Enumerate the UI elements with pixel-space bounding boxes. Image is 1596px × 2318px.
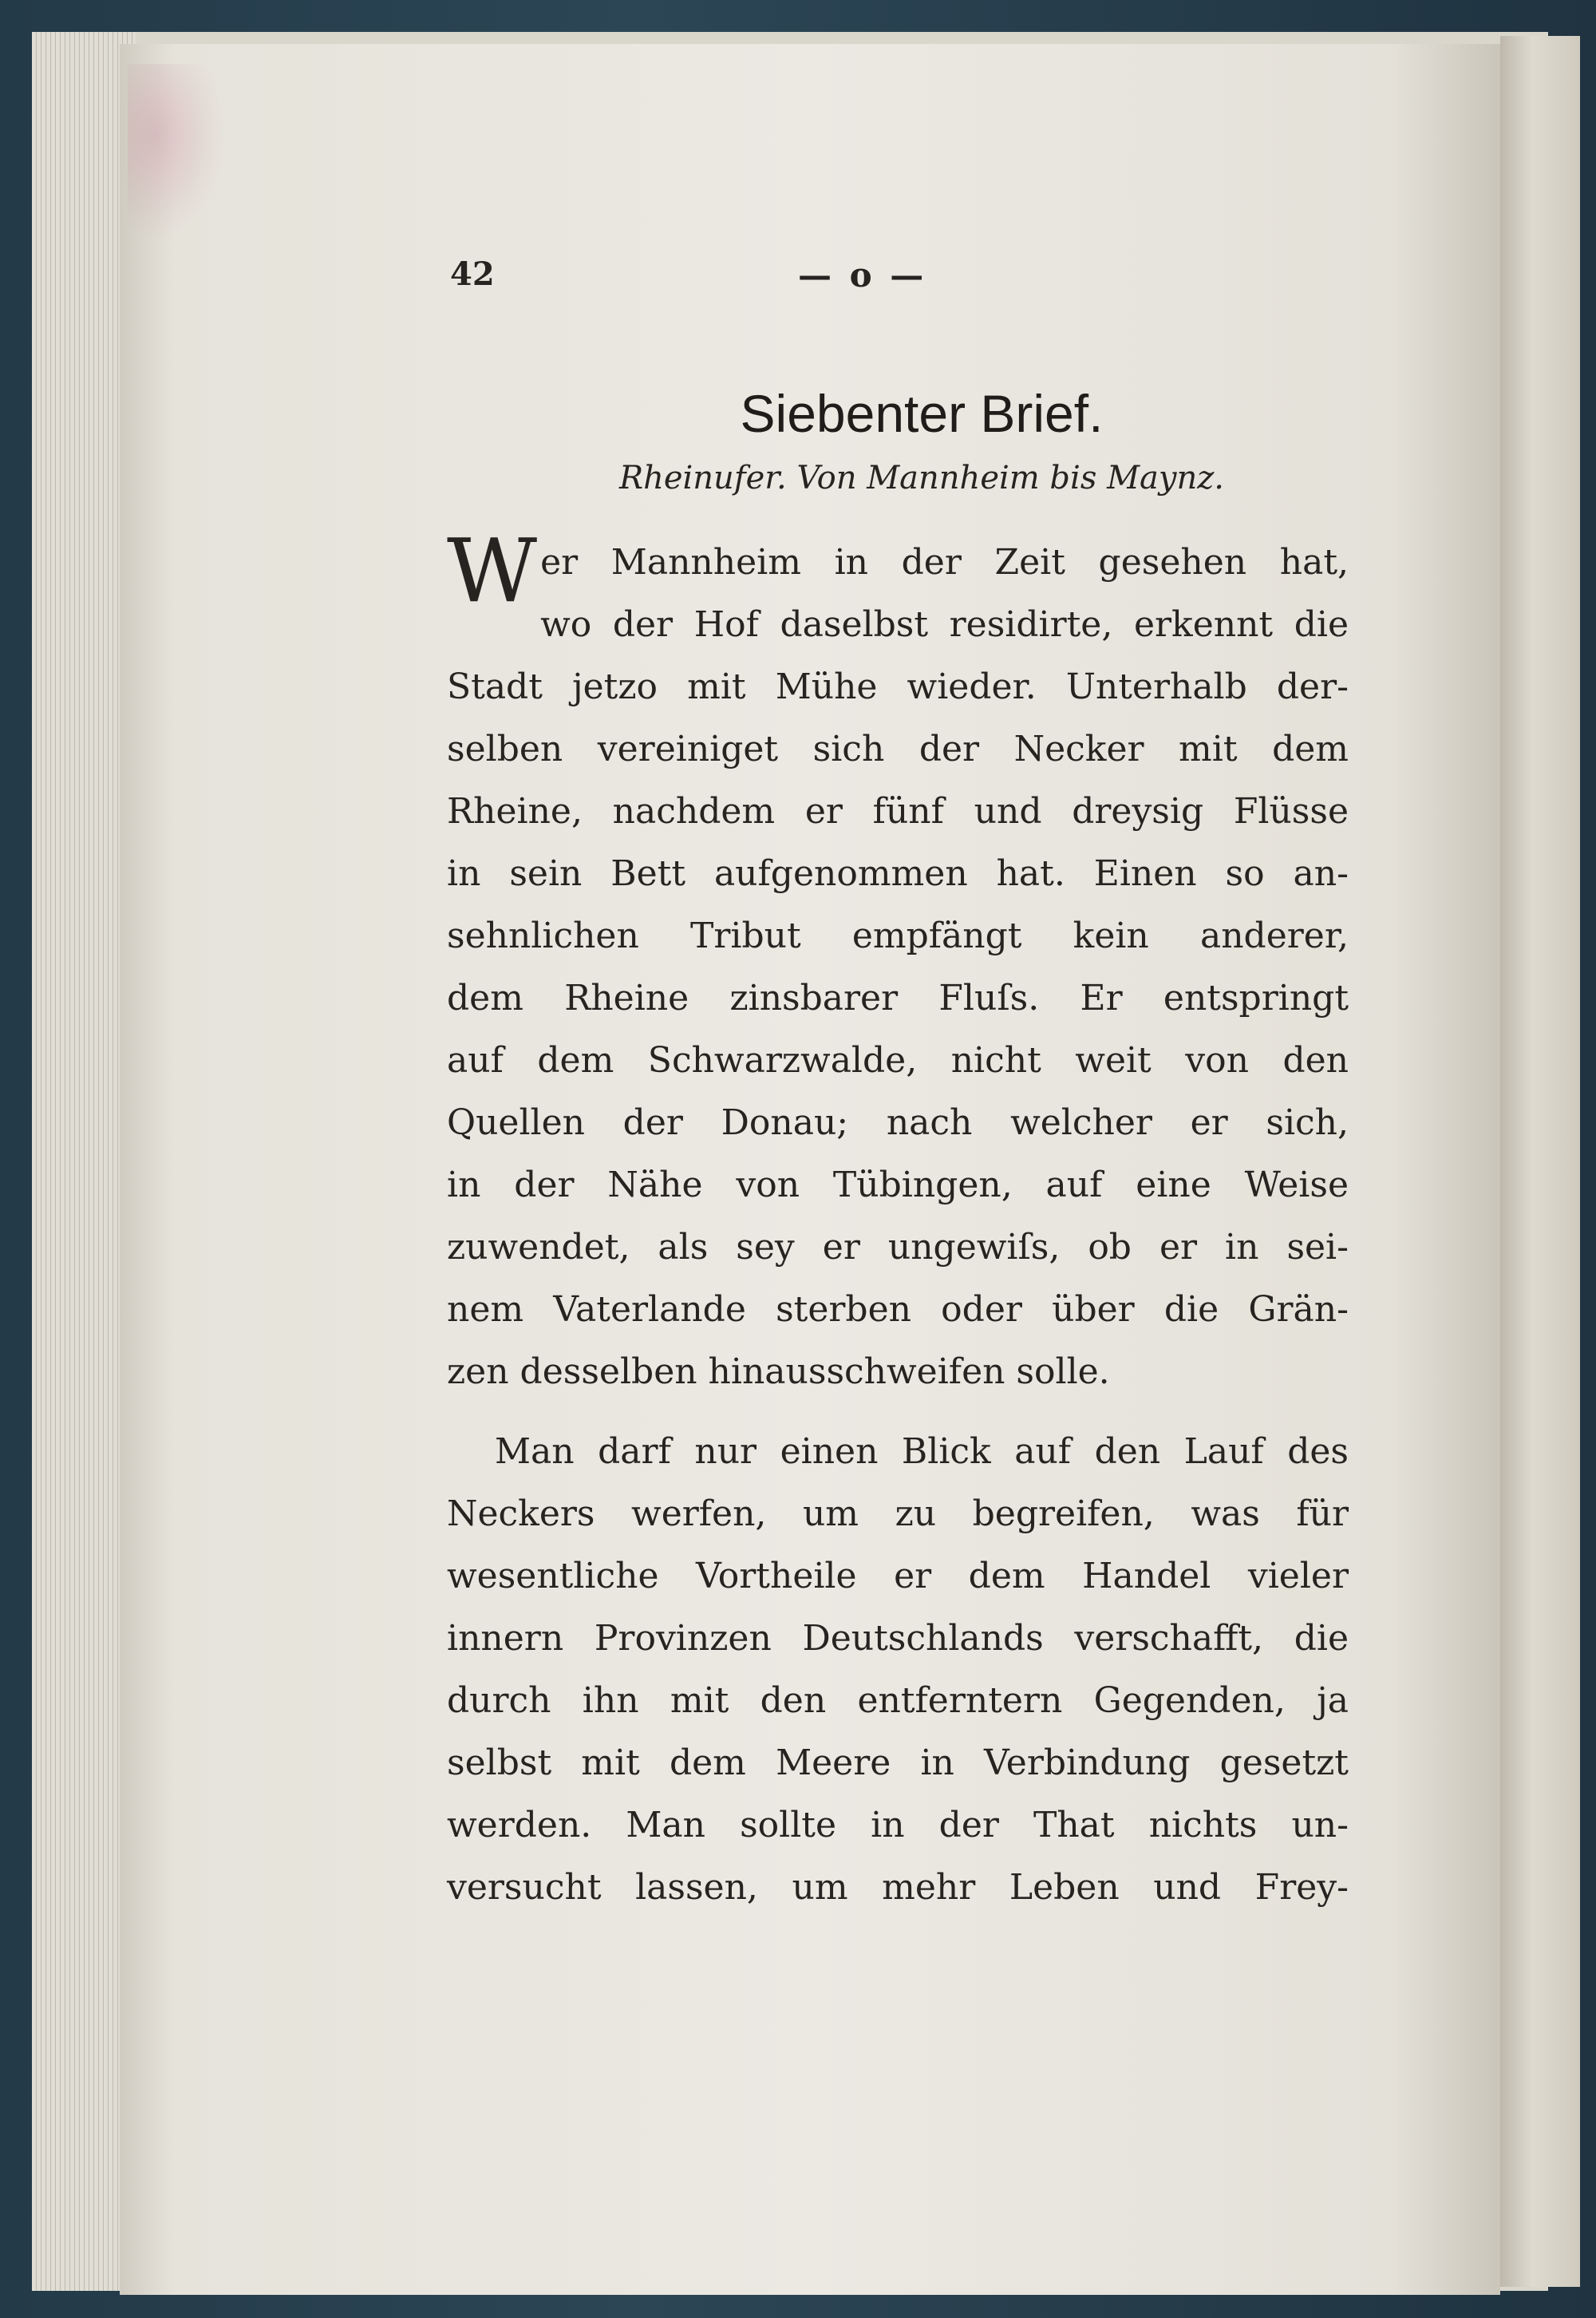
text-line: nem Vaterlande sterben oder über die Grän- [447, 1289, 1349, 1330]
text-line: selben vereiniget sich der Necker mit dem [447, 729, 1349, 769]
page-number: 42 [450, 255, 495, 293]
text-column [447, 255, 1349, 1919]
text-line: selbst mit dem Meere in Verbindung gesetzt [447, 1742, 1349, 1783]
chapter-title: Siebenter Brief. [740, 384, 1104, 443]
text-line: sehnlichen Tribut empfängt kein anderer, [447, 916, 1349, 956]
text-line: zen desselben hinausschweifen solle. [447, 1351, 1110, 1392]
body-text [447, 520, 1349, 1919]
facing-page-edge [1500, 36, 1580, 2287]
text-line: er Mannheim in der Zeit gesehen hat, [540, 542, 1349, 583]
text-line: innern Provinzen Deutschlands verschafft, die [447, 1618, 1349, 1659]
text-line: Stadt jetzo mit Mühe wieder. Unterhalb der- [447, 667, 1349, 707]
text-line: Neckers werfen, um zu begreifen, was für [447, 1493, 1349, 1534]
text-line: Man darf nur einen Blick auf den Lauf des [495, 1431, 1349, 1472]
text-line: Rheine, nachdem er fünf und dreysig Flüsse [447, 791, 1349, 832]
paragraph-2 [447, 1421, 1349, 1919]
running-head: — o — [798, 255, 927, 295]
text-line: in der Nähe von Tübingen, auf eine Weise [447, 1165, 1349, 1205]
text-line: durch ihn mit den entferntern Gegenden, ja [447, 1680, 1349, 1721]
text-line: wo der Hof daselbst residirte, erkennt die [540, 604, 1349, 645]
text-line: wesentliche Vortheile er dem Handel vieler [447, 1556, 1349, 1596]
text-line: Quellen der Donau; nach welcher er sich, [447, 1102, 1349, 1143]
text-line: werden. Man sollte in der That nichts un- [447, 1805, 1349, 1845]
drop-initial: W [447, 520, 538, 622]
text-line: versucht lassen, um mehr Leben und Frey- [447, 1867, 1349, 1908]
paper-stain [128, 64, 223, 239]
text-line: in sein Bett aufgenommen hat. Einen so an- [447, 853, 1349, 894]
page-header [447, 255, 1349, 311]
paragraph-1 [447, 520, 1349, 1403]
chapter-subtitle: Rheinufer. Von Mannheim bis Maynz. [618, 460, 1225, 496]
text-line: dem Rheine zinsbarer Fluſs. Er entspringt [447, 978, 1349, 1019]
text-line: auf dem Schwarzwalde, nicht weit von den [447, 1040, 1349, 1081]
text-line: zuwendet, als sey er ungewiſs, ob er in sei- [447, 1227, 1349, 1268]
